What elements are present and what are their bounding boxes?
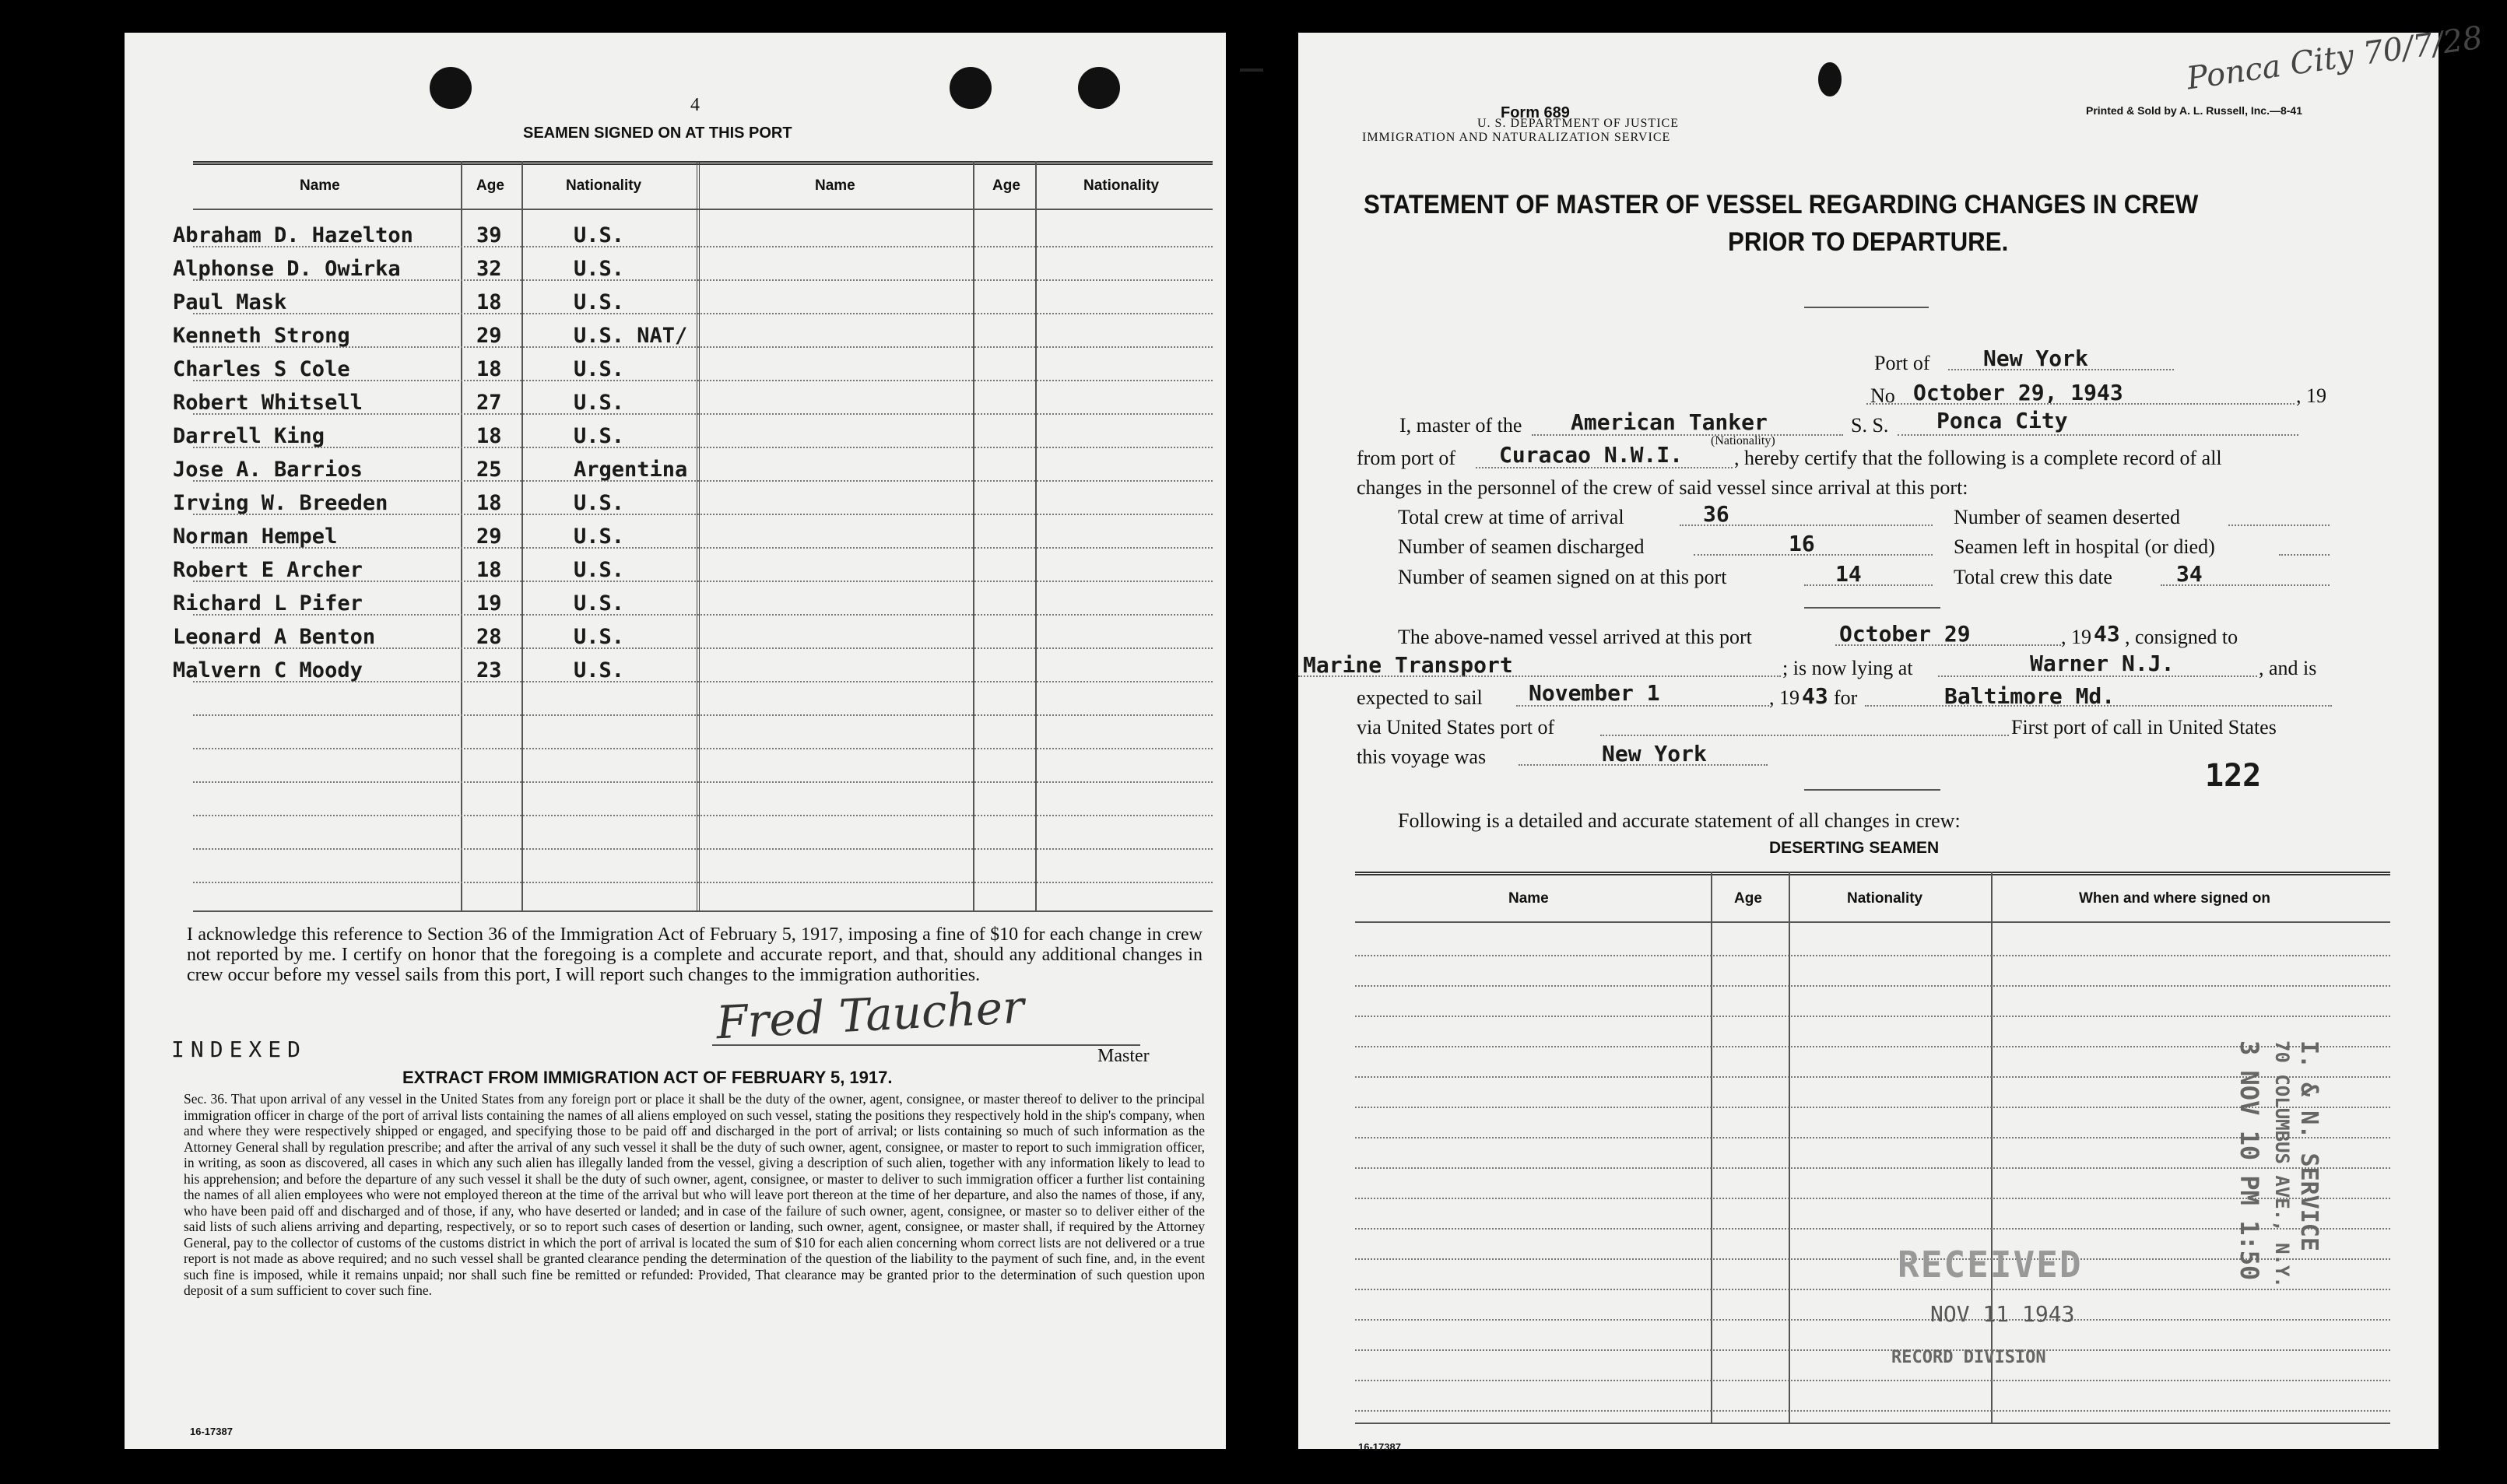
date-line xyxy=(1866,403,2295,405)
desert-row-rule xyxy=(1355,1016,2390,1017)
column-divider xyxy=(461,161,462,912)
printer-credit: Printed & Sold by A. L. Russell, Inc.—8-41 xyxy=(2086,104,2302,117)
and-is-label: , and is xyxy=(2259,657,2317,679)
vessel-name: Ponca City xyxy=(1936,408,2068,433)
row-rule xyxy=(193,848,1213,850)
col-header-nationality-2: Nationality xyxy=(1083,177,1160,194)
department-name: U. S. DEPARTMENT OF JUSTICE xyxy=(1477,117,1679,130)
column-divider xyxy=(1035,161,1037,912)
desert-col-name: Name xyxy=(1508,890,1549,907)
from-port-line xyxy=(1476,467,1733,468)
lying-line xyxy=(1938,675,2257,677)
master-of-label: I, master of the xyxy=(1399,414,1522,437)
from-port-label: from port of xyxy=(1357,447,1456,469)
consigned-label: , consigned to xyxy=(2125,626,2238,648)
seaman-nationality: U.S. xyxy=(574,223,625,247)
date-suffix: , 19 xyxy=(2296,384,2326,407)
vessel-type: American Tanker xyxy=(1571,409,1768,435)
extract-text: Sec. 36. That upon arrival of any vessel in the United States from any foreign port or place it shall be the duty of the owner, agent, consignee, or master thereof to deliver to the principal immigration officer in charge of the port of arrival lists containing the names of all aliens employed on such vessel, stating the positions they respectively hold in the ship's company, when and where they were respectively shipped or engaged, and specifying those to be paid off and discharged in the port of arrival; or lists containing so much of such information as the Attorney General shall by regulation prescribe; and after the arrival of any such vessel it shall be the duty of such owner, agent, consignee, or master to report to such immigration officer, in writing, as soon as discovered, all cases in which any such alien has illegally landed from the vessel, giving a description of such alien, together with any information likely to lead to his apprehension; and before the departure of any such vessel it shall be the duty of such owner, agent, consignee, or master to deliver to such immigration officer a further list containing the names of all alien employees who were not employed thereon at the time of the arrival but who will leave port thereon at the time of her departure, and also the names of those, if any, who have been paid off and discharged and of those, if any, who have deserted or landed; and in case of the failure of such owner, agent, consignee, or master so to deliver either of the said lists of such aliens arriving and departing, respectively, or so to report such cases of desertion or landing, such owner, agent, consignee, or master shall, if required by the Attorney General, pay to the collector of customs of the customs district in which the port of arrival is located the sum of $10 for each alien concerning whom correct lists are not delivered or a true report is not made as above required; and no such vessel shall be granted clearance pending the determination of the question of the liability to the payment of such fine, and, in the event such fine is imposed, while it remains unpaid; nor shall such fine be remitted or refunded: Provided, That clearance may be granted prior to the determination of such question upon deposit of a sum sufficient to cover such fine. xyxy=(184,1091,1205,1298)
seaman-age: 18 xyxy=(476,290,502,314)
port-label: Port of xyxy=(1874,352,1930,374)
deserting-title: DESERTING SEAMEN xyxy=(1769,839,1940,857)
voyage-line xyxy=(1519,764,1768,766)
seaman-age: 18 xyxy=(476,424,502,448)
seaman-name: Richard L Pifer xyxy=(173,591,363,616)
destination: Baltimore Md. xyxy=(1944,683,2116,709)
seaman-name: Abraham D. Hazelton xyxy=(173,223,413,247)
arrived-value: October 29 xyxy=(1839,621,1971,647)
sail-label: expected to sail xyxy=(1357,686,1483,709)
extract-title: EXTRACT FROM IMMIGRATION ACT OF FEBRUARY 5, 1917. xyxy=(402,1068,893,1087)
via-line xyxy=(1600,735,2009,736)
count-line xyxy=(2161,584,2330,586)
section-title: SEAMEN SIGNED ON AT THIS PORT xyxy=(523,125,792,142)
certify-text: , hereby certify that the following is a complete record of all xyxy=(1734,447,2222,469)
col-header-name: Name xyxy=(300,177,340,194)
col-header-name-2: Name xyxy=(815,177,855,194)
seaman-nationality: U.S. xyxy=(574,625,625,649)
voyage-value: New York xyxy=(1602,741,1707,767)
first-port-label: First port of call in United States xyxy=(2011,716,2277,738)
seaman-name: Paul Mask xyxy=(173,290,287,314)
deserted-label: Number of seamen deserted xyxy=(1954,506,2180,528)
seaman-age: 18 xyxy=(476,558,502,582)
page-number: 4 xyxy=(690,95,700,115)
count-line xyxy=(2279,554,2330,556)
title-underline xyxy=(1804,307,1929,308)
lying-label: ; is now lying at xyxy=(1782,657,1913,679)
col-header-age: Age xyxy=(476,177,504,194)
signed-on-label: Number of seamen signed on at this port xyxy=(1398,566,1727,588)
seaman-nationality: U.S. xyxy=(574,391,625,415)
count-line xyxy=(1680,524,1933,526)
master-signature: Fred Taucher xyxy=(715,980,1026,1050)
sail-line xyxy=(1516,705,1769,707)
destination-line xyxy=(1865,705,2332,707)
arrived-year: 43 xyxy=(2094,621,2120,647)
left-page xyxy=(125,33,1226,1449)
row-rule xyxy=(193,547,1213,549)
column-divider xyxy=(521,161,523,912)
row-rule xyxy=(193,313,1213,314)
form-code: 16-17387 xyxy=(190,1426,233,1437)
master-label: Master xyxy=(1097,1046,1150,1066)
table-bottom-rule xyxy=(193,910,1213,912)
row-rule xyxy=(193,447,1213,448)
consignee-line xyxy=(1298,675,1781,677)
count-line xyxy=(2228,524,2330,526)
sail-year-prefix: , 19 xyxy=(1769,686,1799,709)
form-number: Form 689 xyxy=(1501,104,1570,121)
row-rule xyxy=(193,882,1213,883)
total-crew-date-label: Total crew this date xyxy=(1954,566,2112,588)
desert-row-rule xyxy=(1355,955,2390,956)
seaman-name: Jose A. Barrios xyxy=(173,458,363,482)
for-label: for xyxy=(1834,686,1858,709)
seaman-age: 39 xyxy=(476,223,502,247)
voyage-label: this voyage was xyxy=(1357,746,1487,768)
seaman-nationality: Argentina xyxy=(574,458,688,482)
desert-row-rule xyxy=(1355,1319,2390,1321)
desert-col-when-where: When and where signed on xyxy=(2079,890,2270,907)
arrived-label: The above-named vessel arrived at this port xyxy=(1398,626,1752,648)
total-crew-arrival-label: Total crew at time of arrival xyxy=(1398,506,1624,528)
seaman-age: 29 xyxy=(476,524,502,549)
form-code: 16-17387 xyxy=(1358,1441,1401,1453)
seaman-age: 18 xyxy=(476,491,502,515)
seaman-nationality: U.S. xyxy=(574,591,625,616)
seaman-nationality: U.S. xyxy=(574,658,625,682)
seaman-age: 18 xyxy=(476,357,502,381)
consignee: Marine Transport xyxy=(1303,652,1513,678)
punch-hole xyxy=(430,67,472,109)
seaman-name: Charles S Cole xyxy=(173,357,350,381)
desert-row-rule xyxy=(1355,1349,2390,1351)
sail-value: November 1 xyxy=(1529,680,1660,706)
lying-value: Warner N.J. xyxy=(2030,651,2175,676)
seaman-nationality: U.S. xyxy=(574,357,625,381)
service-name: IMMIGRATION AND NATURALIZATION SERVICE xyxy=(1362,131,1671,144)
row-rule xyxy=(193,748,1213,749)
desert-table-top xyxy=(1355,872,2390,875)
seaman-nationality: U.S. NAT/ xyxy=(574,324,688,348)
form-title-line1: STATEMENT OF MASTER OF VESSEL REGARDING CHANGES IN CREW xyxy=(1364,190,2199,219)
nationality-caption: (Nationality) xyxy=(1711,434,1775,447)
received-stamp: RECEIVED xyxy=(1898,1244,2083,1286)
binding-mark xyxy=(1240,68,1263,72)
desert-row-rule xyxy=(1355,1380,2390,1381)
count-line xyxy=(1804,584,1933,586)
section-rule xyxy=(1804,789,1940,791)
vessel-type-line xyxy=(1532,434,1843,436)
seaman-age: 32 xyxy=(476,257,502,281)
received-stamp-division: RECORD DIVISION xyxy=(1891,1348,2046,1367)
seaman-name: Robert Whitsell xyxy=(173,391,363,415)
row-rule xyxy=(193,714,1213,716)
seaman-age: 23 xyxy=(476,658,502,682)
received-stamp-date: NOV 11 1943 xyxy=(1930,1301,2075,1327)
desert-row-rule xyxy=(1355,1410,2390,1412)
col-header-age-2: Age xyxy=(992,177,1020,194)
table-top-rule xyxy=(193,161,1213,165)
section-rule xyxy=(1804,607,1940,609)
signed-on-value: 14 xyxy=(1835,561,1862,587)
column-divider xyxy=(973,161,974,912)
desert-table-header-rule xyxy=(1355,921,2390,923)
punch-hole xyxy=(1078,67,1120,109)
seaman-name: Malvern C Moody xyxy=(173,658,363,682)
seaman-name: Darrell King xyxy=(173,424,325,448)
port-line xyxy=(1948,369,2174,370)
arrived-year-prefix: , 19 xyxy=(2061,626,2091,648)
column-divider xyxy=(697,161,700,912)
seaman-nationality: U.S. xyxy=(574,290,625,314)
stamp-number: 122 xyxy=(2205,758,2262,794)
seaman-name: Irving W. Breeden xyxy=(173,491,388,515)
date-value: October 29, 1943 xyxy=(1913,380,2123,405)
discharged-value: 16 xyxy=(1789,531,1815,556)
desert-table-bottom xyxy=(1355,1423,2390,1424)
seaman-age: 29 xyxy=(476,324,502,348)
count-line xyxy=(1694,554,1933,556)
right-page xyxy=(1298,19,2485,1453)
seaman-nationality: U.S. xyxy=(574,491,625,515)
row-rule xyxy=(193,781,1213,783)
desert-col-age: Age xyxy=(1734,890,1762,907)
arrived-line xyxy=(1835,644,2061,646)
indexed-stamp: INDEXED xyxy=(171,1037,307,1062)
ss-label: S. S. xyxy=(1851,414,1889,437)
vessel-name-line xyxy=(1898,434,2298,436)
sail-year: 43 xyxy=(1802,683,1828,709)
seaman-name: Kenneth Strong xyxy=(173,324,350,348)
service-stamp xyxy=(2236,1040,2322,1398)
port-value: New York xyxy=(1983,346,2088,371)
service-stamp-line: 70 COLUMBUS AVE., N.Y. xyxy=(2271,1040,2293,1288)
seaman-name: Alphonse D. Owirka xyxy=(173,257,401,281)
discharged-label: Number of seamen discharged xyxy=(1398,535,1645,558)
desert-row-rule xyxy=(1355,985,2390,987)
row-rule xyxy=(193,815,1213,816)
via-label: via United States port of xyxy=(1357,716,1555,738)
total-crew-arrival-value: 36 xyxy=(1703,501,1729,527)
seaman-name: Robert E Archer xyxy=(173,558,363,582)
seaman-age: 28 xyxy=(476,625,502,649)
seaman-nationality: U.S. xyxy=(574,558,625,582)
seaman-age: 19 xyxy=(476,591,502,616)
seaman-nationality: U.S. xyxy=(574,257,625,281)
punch-hole xyxy=(1818,62,1842,96)
desert-col-nationality: Nationality xyxy=(1847,890,1923,907)
col-header-nationality: Nationality xyxy=(566,177,642,194)
from-port-value: Curacao N.W.I. xyxy=(1499,442,1684,468)
date-prefix: No xyxy=(1870,384,1895,407)
desert-row-rule xyxy=(1355,1289,2390,1290)
following-text: Following is a detailed and accurate statement of all changes in crew: xyxy=(1398,809,1961,832)
form-title-line2: PRIOR TO DEPARTURE. xyxy=(1728,227,2009,257)
signature-line xyxy=(712,1044,1140,1046)
acknowledgment-text: I acknowledge this reference to Section 36 of the Immigration Act of February 5, 1917, imposing a fine of $10 for each change in crew not reported by me. I certify on honor that the foregoing is a complete and accurate report, and that, should any additional changes in crew occur before my vessel sails from this port, I will report such changes to the immigration authorities. xyxy=(187,924,1203,985)
handwritten-note: Ponca City 70/7/28 xyxy=(2184,19,2485,97)
punch-hole xyxy=(950,67,992,109)
certify-text-2: changes in the personnel of the crew of said vessel since arrival at this port: xyxy=(1357,476,1968,499)
total-crew-date-value: 34 xyxy=(2176,561,2203,587)
hospital-label: Seamen left in hospital (or died) xyxy=(1954,535,2215,558)
seaman-nationality: U.S. xyxy=(574,524,625,549)
seaman-name: Norman Hempel xyxy=(173,524,338,549)
service-stamp-line: 3 NOV 10 PM 1:50 xyxy=(2235,1040,2264,1281)
seaman-name: Leonard A Benton xyxy=(173,625,376,649)
seaman-age: 25 xyxy=(476,458,502,482)
seaman-nationality: U.S. xyxy=(574,424,625,448)
table-header-rule xyxy=(193,209,1213,210)
seaman-age: 27 xyxy=(476,391,502,415)
service-stamp-line: I. & N. SERVICE xyxy=(2295,1040,2323,1251)
